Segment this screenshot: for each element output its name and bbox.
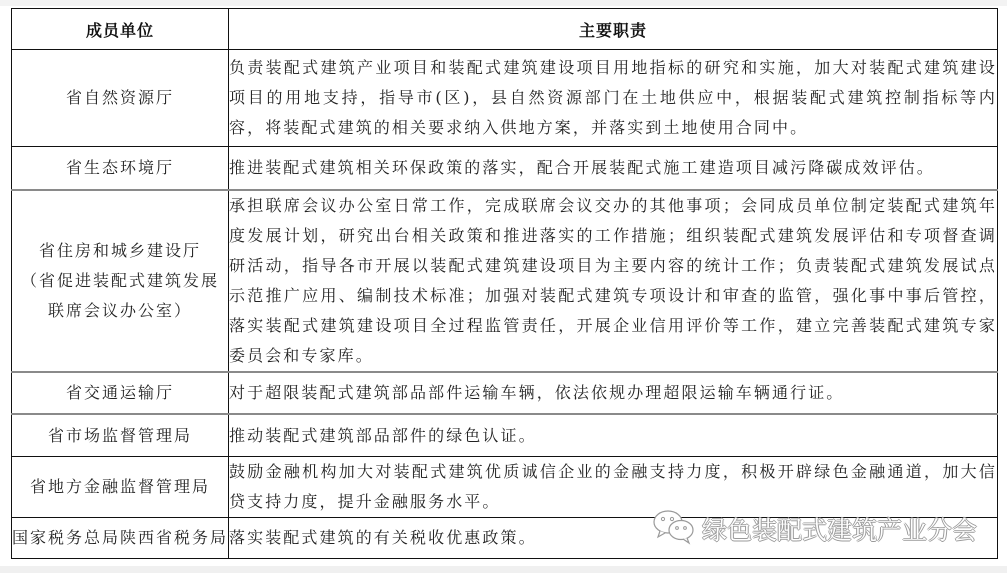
member-unit-note: （省促进装配式建筑发展 [20, 271, 219, 290]
member-unit-name: 省交通运输厅 [65, 383, 174, 402]
member-unit-name: 省地方金融监督管理局 [29, 477, 210, 496]
table-row [12, 414, 998, 457]
duty-cell: 鼓励金融机构加大对装配式建筑优质诚信企业的金融支持力度，积极开辟绿色金融通道，加大信贷支持力度，提升金融服务水平。 [229, 457, 998, 518]
member-unit-cell [12, 457, 229, 518]
member-unit-cell [12, 372, 229, 414]
top-margin [0, 0, 1007, 6]
watermark-text: 绿色装配式建筑产业分会 [702, 516, 978, 545]
header-main-duty: 主要职责 [229, 9, 998, 50]
bottom-margin [0, 566, 1007, 573]
table-row [12, 50, 998, 147]
member-unit-cell [12, 190, 229, 372]
duty-cell: 承担联席会议办公室日常工作，完成联席会议交办的其他事项；会同成员单位制定装配式建筑年度发展计划，研究出台相关政策和推进落实的工作措施；组织装配式建筑发展评估和专项督查调研活动，指导各市开展以装配式建筑建设项目为主要内容的统计工作；负责装配式建筑发展试点示范推广应用、编制技术标准；加强对装配式建筑专项设计和审查的监管，强化事中事后管控，落实装配式建筑建设项目全过程监管责任，开展企业信用评价等工作，建立完善装配式建筑专家委员会和专家库。 [229, 190, 998, 372]
member-duties-table [11, 8, 998, 559]
table-row [12, 372, 998, 414]
member-unit-cell [12, 50, 229, 147]
member-unit-cell [12, 147, 229, 191]
header-member-unit: 成员单位 [12, 9, 229, 50]
duty-cell: 对于超限装配式建筑部品部件运输车辆，依法依规办理超限运输车辆通行证。 [229, 372, 998, 414]
member-unit-note: 联席会议办公室） [47, 301, 192, 320]
table-row [12, 518, 998, 559]
table-row [12, 147, 998, 191]
member-unit-cell [12, 414, 229, 457]
table-row [12, 190, 998, 372]
duty-cell: 落实装配式建筑的有关税收优惠政策。 [229, 518, 998, 559]
duty-cell: 推动装配式建筑部品部件的绿色认证。 [229, 414, 998, 457]
table-row [12, 457, 998, 518]
member-unit-name: 省住房和城乡建设厅 [38, 241, 201, 260]
member-unit-name: 省市场监督管理局 [47, 425, 192, 445]
member-unit-name: 省自然资源厅 [65, 88, 174, 107]
member-unit-cell [12, 518, 229, 559]
duty-cell: 推进装配式建筑相关环保政策的落实，配合开展装配式施工建造项目减污降碳成效评估。 [229, 147, 998, 191]
member-unit-name: 国家税务总局陕西省税务局 [12, 528, 229, 547]
duty-cell: 负责装配式建筑产业项目和装配式建筑建设项目用地指标的研究和实施，加大对装配式建筑建设项目的用地支持，指导市(区)，县自然资源部门在土地供应中，根据装配式建筑控制指标等内容，将装配式建筑的相关要求纳入供地方案，并落实到土地使用合同中。 [229, 50, 998, 147]
table-header-row [12, 9, 998, 50]
member-unit-name: 省生态环境厅 [65, 158, 174, 177]
